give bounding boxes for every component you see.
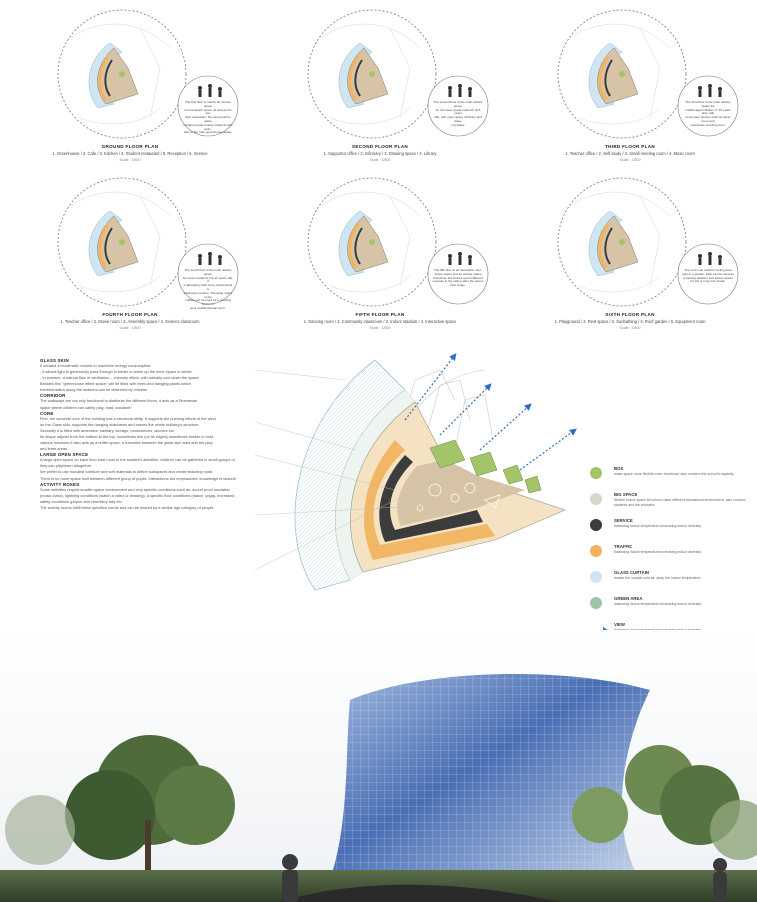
note-line: dent restaurant, the semi-exterior glass xyxy=(185,115,231,123)
floor-plan-rooms: 1. Playground / 2. Rest space / 3. Sunbathing / 4. Roof garden / 5. Equipment room xyxy=(554,319,706,324)
floor-plan-scale: Scale : 1/800 xyxy=(119,158,141,162)
floor-plan-2 xyxy=(260,8,500,168)
floor-plan-title: FOURTH FLOOR PLAN xyxy=(102,312,158,317)
floor-note xyxy=(432,269,484,288)
section-line: they can play/learn altogether. xyxy=(40,463,92,469)
note-line: middle can be used as a meeting space or xyxy=(185,298,231,307)
section-line: A large open space on each floor host most of the student's activities: children can be gathered in small groups or xyxy=(40,457,235,463)
legend-item xyxy=(590,543,750,565)
legend-item xyxy=(590,465,750,487)
section-line: space where children can safely play, read, socialize! xyxy=(40,404,132,410)
section-block xyxy=(40,393,270,410)
legend-swatch xyxy=(590,597,602,609)
note-line: for senior students (11-12 years old). It xyxy=(182,275,234,284)
legend-title: TRAFFIC xyxy=(614,544,633,549)
section-block xyxy=(40,452,270,481)
section-block xyxy=(40,411,270,453)
floor-plan-5 xyxy=(260,176,500,336)
note-line: The fourth floor is the main activity space xyxy=(184,268,232,276)
legend-item xyxy=(590,595,750,617)
note-line: a viewing platform and leisure space xyxy=(682,275,734,280)
floor-plan-scale: Scale : 1/800 xyxy=(369,158,391,162)
legend-swatch xyxy=(590,467,602,479)
note-line: advanced courses. The large space in the xyxy=(183,290,233,299)
legend-title: GLASS CURTAIN xyxy=(614,570,650,575)
legend-description: balancing indoor temperature,increasing indoor diversity. xyxy=(614,524,702,528)
exterior-rendering xyxy=(0,630,757,902)
section-title: ACTIVITY BOXES xyxy=(40,481,80,487)
legend-description: Isolate the outside cold air ,keep the indoor temperature. xyxy=(614,576,702,580)
legend-description: balancing indoor temperature,increasing indoor diversity. xyxy=(614,550,702,554)
floor-plan-title: SIXTH FLOOR PLAN xyxy=(605,312,655,317)
legend-title: GREEN AREA xyxy=(614,596,643,601)
note-line: middle-aged children (7-10 years old), with xyxy=(685,107,731,116)
note-line: interactive meeting room. xyxy=(690,122,726,127)
glass-building xyxy=(330,666,650,880)
floor-plan-scale: Scale : 1/800 xyxy=(369,326,391,330)
floor-plan-rooms: 1. Teacher office / 2. Movie room / 3. Assembly space / 4. Science classroom xyxy=(60,319,200,324)
legend-title: SERVICE xyxy=(614,518,633,523)
floor-note xyxy=(182,101,234,135)
note-line: old), with open space of library and draw- xyxy=(434,115,482,123)
section-line: (music class), lightning conditions (watch a video or drawing), a specific floor conditions (dance, yoga), increased xyxy=(40,492,235,498)
floor-plan-rooms: 1. Teacher office / 2. Self-study / 3. Small meeting room / 4. Music room xyxy=(565,151,695,156)
note-line: time range. xyxy=(450,283,466,288)
floor-plan-rooms: 1. Dancing room / 2. Community classroom / 3. Indoor stadium / 4. Interactive space xyxy=(303,319,457,324)
note-line: The first floor is mainly for service space xyxy=(184,100,232,108)
legend-swatch xyxy=(590,545,602,557)
legend-title: VIEW xyxy=(614,622,625,627)
floor-plan-1 xyxy=(10,8,250,168)
legend-swatch xyxy=(590,519,602,531)
note-line: is laboratory with more professional or xyxy=(183,283,233,291)
legend-title: BIG SPACE xyxy=(614,492,638,497)
note-line: ing space xyxy=(451,122,465,127)
section-line: First, the concrete core of the building has a structural utility. It supports the pushing efforts of the wind xyxy=(40,415,216,421)
floor-plan-title: GROUND FLOOR PLAN xyxy=(101,144,159,149)
legend-description: make space more flexible,more functional; also conform the school's capacity xyxy=(614,472,734,476)
floor-plan-title: SECOND FLOOR PLAN xyxy=(352,144,408,149)
legend-item xyxy=(590,491,750,513)
floor-note xyxy=(682,269,734,284)
legend-item xyxy=(590,517,750,539)
section-line: We prefer to use movable furniture and soft materials to define subspaces and create teaching node. xyxy=(40,469,214,475)
section-title: CORE xyxy=(40,410,54,416)
section-line: Besides this "greenhouse effect space" will be filled with trees and hanging plants which xyxy=(40,381,192,387)
floor-plan-scale: Scale : 1/800 xyxy=(619,158,641,162)
note-line: The roof is an outdoor resting area xyxy=(684,268,732,272)
section-line: Secondly it is filled with amenities: sanitary, storage, bookshelves, alcoves etc. xyxy=(40,427,175,433)
section-line: and learn areas. xyxy=(40,446,69,452)
floor-plan-rooms: 1. Supportor office / 2. Infirmary / 3. Drawing space / 4. Library xyxy=(323,151,437,156)
section-block xyxy=(40,482,270,511)
floor-plan-title: THIRD FLOOR PLAN xyxy=(605,144,655,149)
section-title: LARGE OPEN SPACE xyxy=(40,452,89,458)
floor-note xyxy=(682,101,734,128)
section-diagram xyxy=(255,340,595,630)
section-line: various functions.It also acts as a buffer space, a transition between the glass skin area and the play xyxy=(40,440,213,446)
section-line: The walkways are not only functional to distribute the different floors, it acts as a Piranesian xyxy=(40,398,198,404)
section-line: on the Glass skin, supports the hanging staircases and braces the whole building's structure. xyxy=(40,421,200,427)
section-block xyxy=(40,358,270,393)
note-line: that those kid should need sufficient xyxy=(433,275,483,280)
floor-plan-scale: Scale : 1/800 xyxy=(119,326,141,330)
note-line: for the lower grade students (6-8 years xyxy=(435,107,481,116)
legend-title: BOX xyxy=(614,466,624,471)
note-line: The fifth floor is an interactive inter- xyxy=(433,268,483,272)
floor-plan-4 xyxy=(10,176,250,336)
section-line: Some activities require smaller space environment and very specific conditions such as: sound proof insulation xyxy=(40,486,231,492)
section-line: Its shape adjusts from the bottom to the top, sometimes thin (on its edges) sometimes thicker to host xyxy=(40,433,213,439)
legend-swatch xyxy=(590,493,602,505)
section-line: It created a bioclimatic volume to maximize energy consumption: xyxy=(40,363,152,368)
legend-swatch xyxy=(590,571,602,583)
legend xyxy=(590,465,750,647)
section-line: - In summer, a natural flow of ventilation -- chimney effect- will naturally cool down the space. xyxy=(40,375,200,381)
floor-note xyxy=(182,269,234,311)
floor-note xyxy=(432,101,484,128)
floor-plan-title: FIFTH FLOOR PLAN xyxy=(355,312,405,317)
floor-plan-rooms: 1. Greenhouse / 2. Cafe / 3. Kitchen / 4. Student restaurant / 5. Reception / 6. Service xyxy=(52,151,208,156)
note-line: curtain provide interity students with activ- xyxy=(183,122,233,131)
section-line: - It allows light to generously pass through in winter to warm up the inner space in winter. xyxy=(40,369,193,375)
description-column xyxy=(40,358,270,511)
note-line: semi-open spaces such as study room and xyxy=(685,115,731,123)
section-title: CORRIDOR xyxy=(40,393,66,399)
section-line: The activity rooms fulfill these specifics needs and can be shared by a similar age category of people. xyxy=(40,504,215,510)
note-line: The second floor is the main activity space xyxy=(433,100,483,108)
note-line: play in a garden. Kids can be used as xyxy=(682,271,734,276)
note-line: and reception space as well as the stu- xyxy=(184,107,232,116)
legend-description: balancing indoor temperature,increasing indoor diversity. xyxy=(614,602,702,606)
note-line: as a multifunctional room. xyxy=(190,305,226,310)
note-line: The third floor is the main activity space for xyxy=(685,100,731,108)
legend-description: flexible indoor space let school make different educational environment, also connect students and the educator. xyxy=(614,498,746,507)
floor-plan-scale: Scale : 1/800 xyxy=(619,326,641,330)
note-line: active space and an activity space xyxy=(434,271,482,276)
section-line: safety conditions (physic and chemistry lab) etc. xyxy=(40,498,123,504)
floor-plan-3 xyxy=(510,8,750,168)
note-line: for kid or long time break. xyxy=(690,279,726,284)
note-line: exercise in the indoor after the phone xyxy=(432,279,484,284)
legend-item xyxy=(590,569,750,591)
section-line: transformation along the seasons can be observed by children. xyxy=(40,387,149,393)
note-line: ities in the main greenhouse space xyxy=(184,130,232,135)
floor-plan-6 xyxy=(510,176,750,336)
section-title: GLASS SKIN xyxy=(40,358,69,363)
section-line: There is no more space limit between different group of pupils. Interactions are emphasized, knowledge is shared! xyxy=(40,475,237,481)
